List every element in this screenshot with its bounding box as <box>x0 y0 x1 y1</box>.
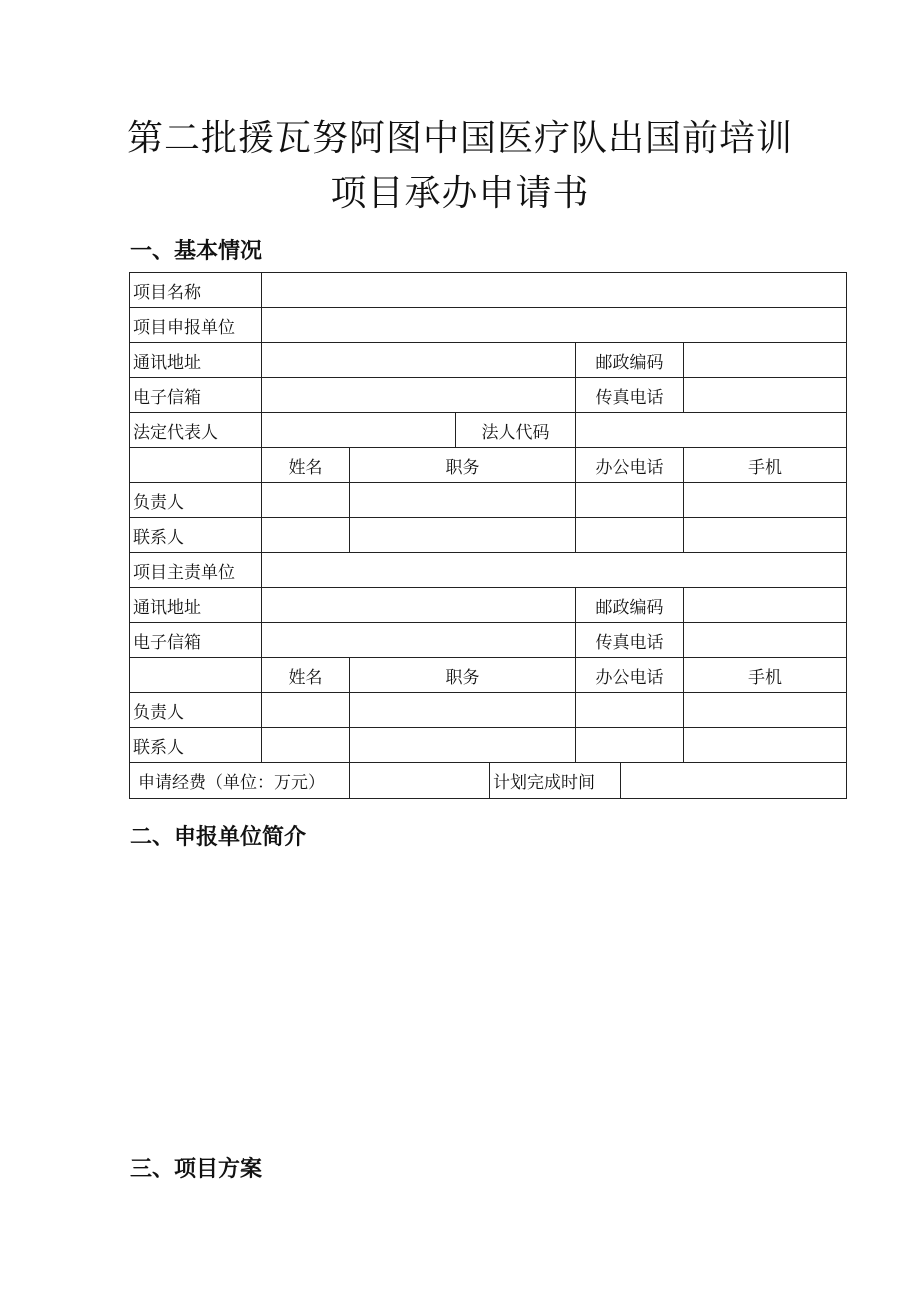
table-row <box>130 553 847 588</box>
contact2-position-field[interactable] <box>350 728 576 763</box>
blank-cell <box>130 658 262 693</box>
label-project-name: 项目名称 <box>130 273 262 308</box>
supervisor-email-field[interactable] <box>262 623 576 658</box>
table-row <box>130 728 847 763</box>
table-row <box>130 483 847 518</box>
header-name-2: 姓名 <box>262 658 350 693</box>
funding-field[interactable] <box>353 763 490 798</box>
project-name-field[interactable] <box>262 273 847 308</box>
responsible-position-field[interactable] <box>350 483 576 518</box>
header-office-phone: 办公电话 <box>576 448 684 483</box>
document-title-line2: 项目承办申请书 <box>330 173 590 214</box>
legal-code-field[interactable] <box>576 413 847 448</box>
header-position: 职务 <box>350 448 576 483</box>
label-address: 通讯地址 <box>130 343 262 378</box>
label-legal-code: 法人代码 <box>456 413 576 448</box>
label-supervisor-fax: 传真电话 <box>576 623 684 658</box>
address-field[interactable] <box>262 343 576 378</box>
supervisor-address-field[interactable] <box>262 588 576 623</box>
applicant-unit-field[interactable] <box>262 308 847 343</box>
table-row <box>130 763 847 799</box>
document-title-line1: 第二批援瓦努阿图中国医疗队出国前培训 <box>126 118 793 159</box>
basic-info-table <box>129 272 847 799</box>
table-row <box>130 693 847 728</box>
label-contact: 联系人 <box>130 518 262 553</box>
section-heading-unit-intro: 二、申报单位简介 <box>130 825 307 850</box>
label-responsible-2: 负责人 <box>130 693 262 728</box>
contact-name-field[interactable] <box>262 518 350 553</box>
label-email: 电子信箱 <box>130 378 262 413</box>
contact2-name-field[interactable] <box>262 728 350 763</box>
postcode-field[interactable] <box>684 343 847 378</box>
label-fax: 传真电话 <box>576 378 684 413</box>
contact2-office-phone-field[interactable] <box>576 728 684 763</box>
contact-office-phone-field[interactable] <box>576 518 684 553</box>
label-supervisor-unit: 项目主责单位 <box>130 553 262 588</box>
table-row <box>130 658 847 693</box>
responsible-office-phone-field[interactable] <box>576 483 684 518</box>
legal-rep-field[interactable] <box>262 413 456 448</box>
funding-row-cells <box>350 763 847 799</box>
header-name: 姓名 <box>262 448 350 483</box>
responsible2-office-phone-field[interactable] <box>576 693 684 728</box>
header-mobile: 手机 <box>684 448 847 483</box>
supervisor-postcode-field[interactable] <box>684 588 847 623</box>
label-funding: 申请经费（单位：万元） <box>130 763 350 799</box>
label-completion-time: 计划完成时间 <box>490 763 621 798</box>
responsible-name-field[interactable] <box>262 483 350 518</box>
label-contact-2: 联系人 <box>130 728 262 763</box>
table-row <box>130 588 847 623</box>
label-responsible: 负责人 <box>130 483 262 518</box>
label-legal-rep: 法定代表人 <box>130 413 262 448</box>
label-supervisor-address: 通讯地址 <box>130 588 262 623</box>
header-office-phone-2: 办公电话 <box>576 658 684 693</box>
table-row <box>130 448 847 483</box>
responsible-mobile-field[interactable] <box>684 483 847 518</box>
fax-field[interactable] <box>684 378 847 413</box>
responsible2-name-field[interactable] <box>262 693 350 728</box>
table-row <box>130 623 847 658</box>
table-row <box>130 308 847 343</box>
contact-position-field[interactable] <box>350 518 576 553</box>
table-row <box>130 378 847 413</box>
responsible2-mobile-field[interactable] <box>684 693 847 728</box>
table-row <box>130 518 847 553</box>
label-applicant-unit: 项目申报单位 <box>130 308 262 343</box>
section-heading-basic-info: 一、基本情况 <box>130 239 263 264</box>
header-mobile-2: 手机 <box>684 658 847 693</box>
blank-cell <box>130 448 262 483</box>
supervisor-unit-field[interactable] <box>262 553 847 588</box>
email-field[interactable] <box>262 378 576 413</box>
responsible2-position-field[interactable] <box>350 693 576 728</box>
label-supervisor-postcode: 邮政编码 <box>576 588 684 623</box>
completion-time-field[interactable] <box>621 763 843 798</box>
label-postcode: 邮政编码 <box>576 343 684 378</box>
supervisor-fax-field[interactable] <box>684 623 847 658</box>
table-row <box>130 343 847 378</box>
header-position-2: 职务 <box>350 658 576 693</box>
label-supervisor-email: 电子信箱 <box>130 623 262 658</box>
contact-mobile-field[interactable] <box>684 518 847 553</box>
contact2-mobile-field[interactable] <box>684 728 847 763</box>
table-row <box>130 273 847 308</box>
section-heading-project-plan: 三、项目方案 <box>130 1157 263 1182</box>
table-row <box>130 413 847 448</box>
